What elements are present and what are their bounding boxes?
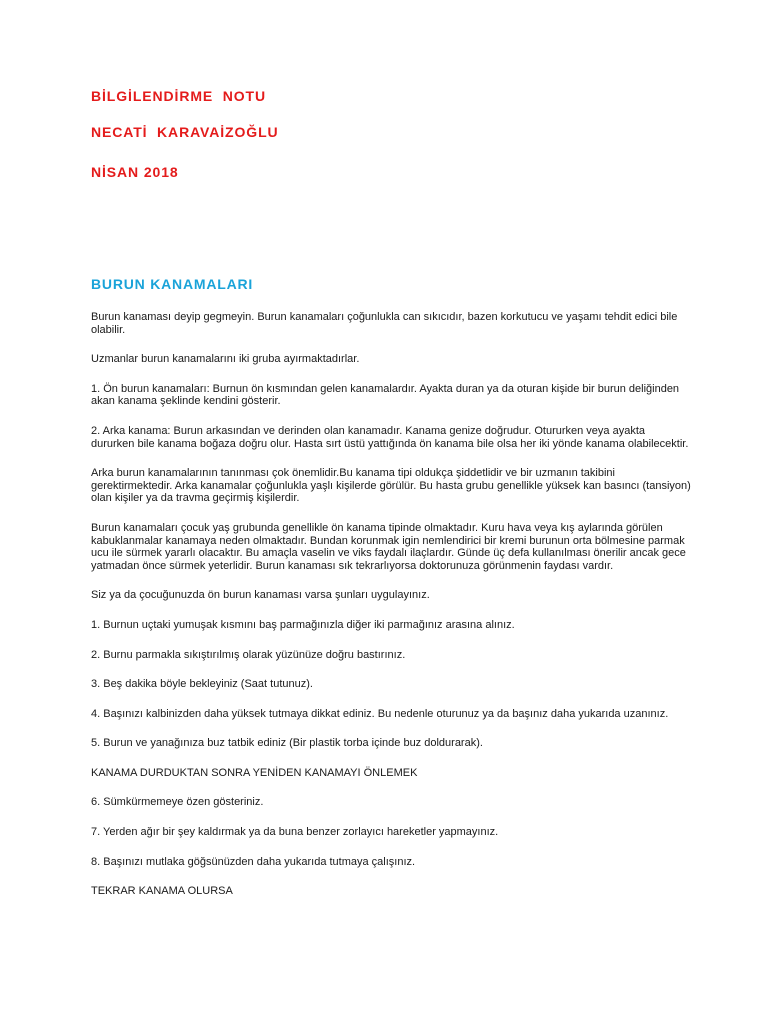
list-item-step-3: 3. Beş dakika böyle bekleyiniz (Saat tutunuz). [91, 678, 313, 691]
document-date: NİSAN 2018 [91, 164, 179, 180]
author-name: NECATİ KARAVAİZOĞLU [91, 124, 279, 140]
paragraph-back-bleeding: 2. Arka kanama: Burun arkasından ve derinden olan kanamadır. Kanama genize doğrudur. Otururken veya ayakta dururken bile kanama boğaza doğru olur. Hasta sırt üstü yattığında ön kanama bile olsa her iki yönde kanama olabilecektir. [91, 424, 689, 450]
list-item-step-5: 5. Burun ve yanağınıza buz tatbik ediniz (Bir plastik torba içinde buz doldurarak). [91, 737, 483, 750]
paragraph-intro: Burun kanaması deyip gegmeyin. Burun kanamaları çoğunlukla can sıkıcıdır, bazen korkutucu ve yaşamı tehdit edici bile olabilir. [91, 311, 678, 336]
list-item-step-4: 4. Başınızı kalbinizden daha yüksek tutmaya dikkat ediniz. Bu nedenle oturunuz ya da başınız daha yukarıda uzanınız. [91, 707, 669, 720]
paragraph-instructions-intro: Siz ya da çocuğunuzda ön burun kanaması varsa şunları uygulayınız. [91, 589, 430, 602]
list-item-step-6: 6. Sümkürmemeye özen gösteriniz. [91, 796, 264, 809]
paragraph-back-importance: Arka burun kanamalarının tanınması çok önemlidir.Bu kanama tipi oldukça şiddetlidir ve bir uzmanın takibini gerektirmektedir. Arka kanamalar çoğunlukla yaşlı kişilerde görülür. Bu hasta grubu genellikle yüksek kan basıncı (tansiyon) olan kişiler ya da travma geçirmiş kişilerdir. [91, 467, 691, 505]
document-body [91, 311, 691, 915]
list-item-step-7: 7. Yerden ağır bir şey kaldırmak ya da buna benzer zorlayıcı hareketler yapmayınız. [91, 826, 499, 839]
paragraph-front-bleeding: 1. Ön burun kanamaları: Burnun ön kısmından gelen kanamalardır. Ayakta duran ya da oturan kişide bir burun deliğinden akan kanama şeklinde kendini gösterir. [91, 382, 680, 408]
section-title: BURUN KANAMALARI [91, 276, 254, 292]
list-item-step-8: 8. Başınızı mutlaka göğsünüzden daha yukarıda tutmaya çalışınız. [91, 855, 416, 868]
paragraph-groups: Uzmanlar burun kanamalarını iki gruba ayırmaktadırlar. [91, 353, 360, 366]
list-item-step-1: 1. Burnun uçtaki yumuşak kısmını baş parmağınızla diğer iki parmağınız arasına alınız. [91, 618, 515, 631]
paragraph-children: Burun kanamaları çocuk yaş grubunda genellikle ön kanama tipinde olmaktadır. Kuru hava veya kış aylarında görülen kabuklanmalar kanamaya neden olmaktadır. Bundan korunmak igin nemlendirici bir kremi burunun orta bölmesine parmak ucu ile sürmek yararlı olacaktır. Bu amaçla vaselin ve viks faydalı ilaçlardır. Günde üç defa kullanılması önerilir ancak gece yatmadan önce sürmek yeterlidir. Burun kanaması sık tekrarlıyorsa doktorunuza görünmenin faydası vardır. [91, 521, 686, 572]
subheading-after-bleeding: KANAMA DURDUKTAN SONRA YENİDEN KANAMAYI ÖNLEMEK [91, 766, 418, 779]
list-item-step-2: 2. Burnu parmakla sıkıştırılmış olarak yüzünüze doğru bastırınız. [91, 648, 406, 661]
document-title: BİLGİLENDİRME NOTU [91, 88, 266, 104]
subheading-if-recurs: TEKRAR KANAMA OLURSA [91, 885, 233, 898]
